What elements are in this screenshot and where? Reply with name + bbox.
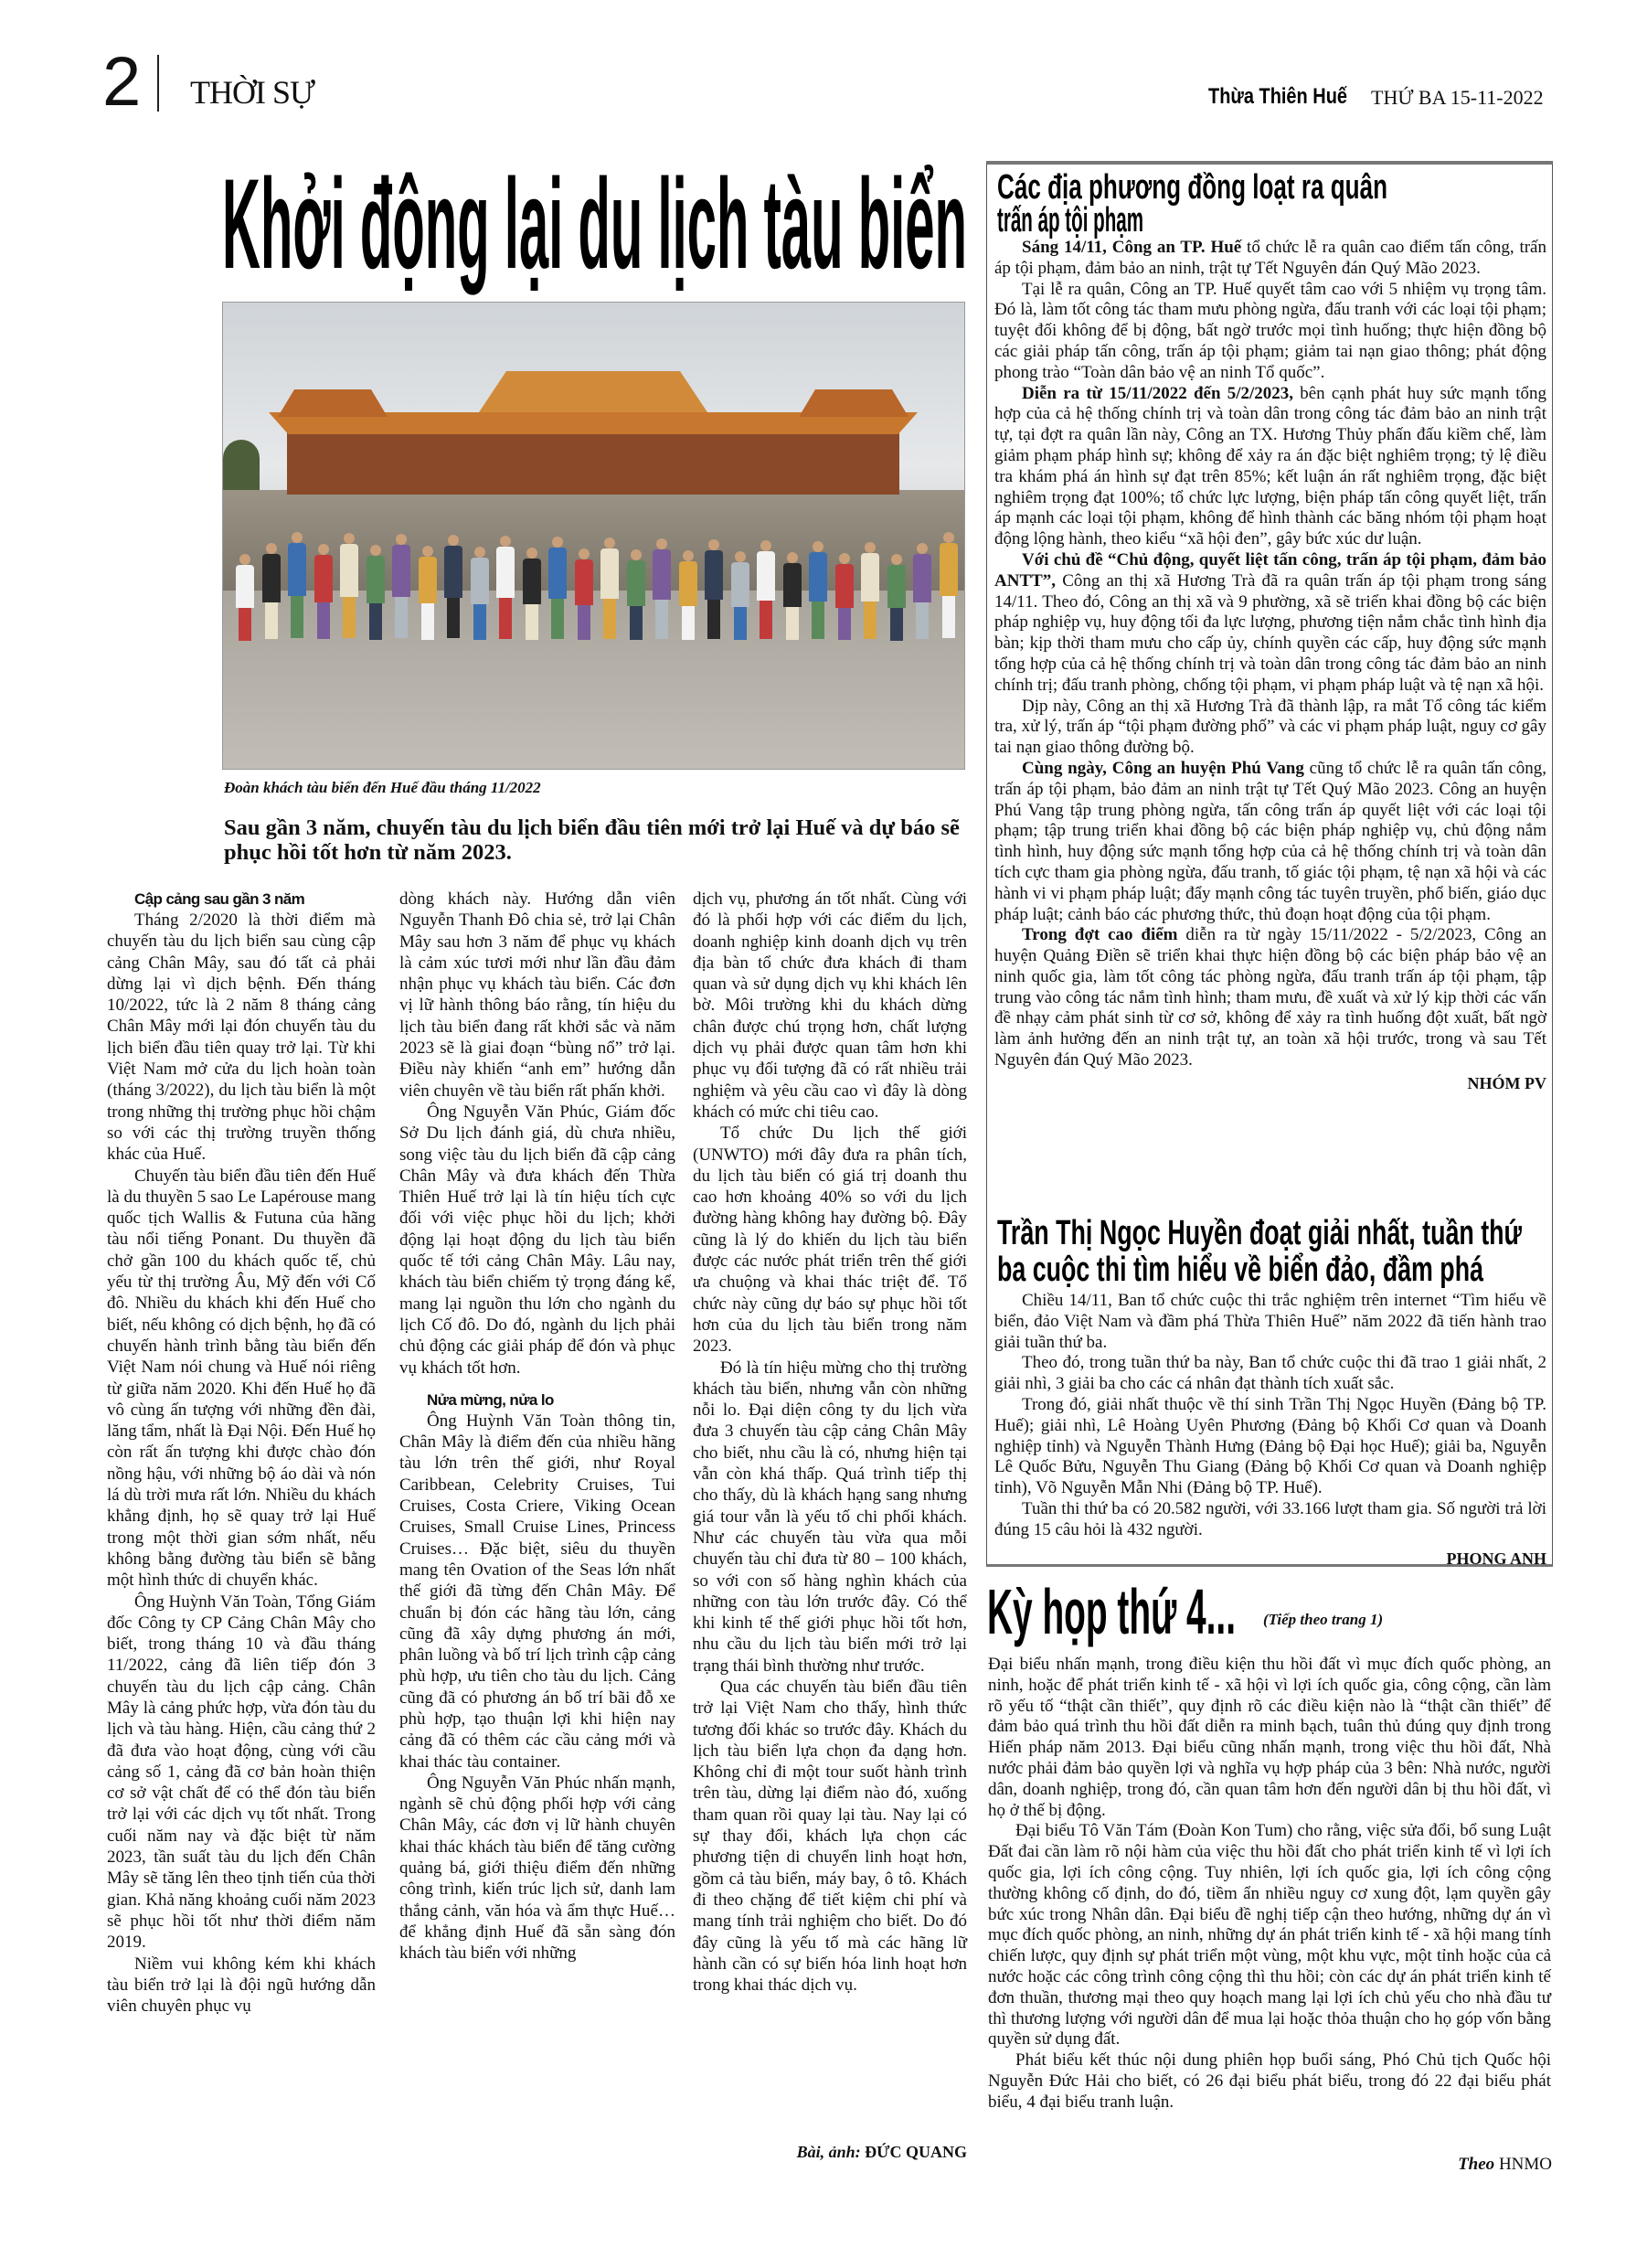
paragraph: Với chủ đề “Chủ động, quyết liệt tấn công, trấn áp tội phạm, đảm bảo ANTT”, Công an thị xã Hương Trà đã ra quân trấn áp tội phạm trong sáng 14/11. Theo đó, Công an thị xã và 9 phường, xã sẽ triển khai đồng bộ các biện pháp nghiệp vụ, huy động tối đa lực lượng, phương tiện nắm chắc tình hình địa bàn; kịp thời tham mưu cho cấp ủy, chính quyền các cấp, huy động sức mạnh tổng hợp của cả hệ thống chính trị và toàn dân trong công tác đảm bảo an ninh chính trị; đấu tranh phòng, chống tội phạm, vi phạm pháp luật và tệ nạn xã hội. [994, 549, 1546, 695]
box-headline-2-line2: ba cuộc thi tìm hiểu về biển đảo, đầm phá [997, 1251, 1483, 1289]
paragraph: Dịp này, Công an thị xã Hương Trà đã thành lập, ra mắt Tổ công tác kiểm tra, xử lý, trấn áp “tội phạm đường phố” và các vi phạm pháp luật, nguy cơ gây tai nạn giao thông đường bộ. [994, 696, 1546, 758]
paragraph: Chiều 14/11, Ban tổ chức cuộc thi trắc nghiệm trên internet “Tìm hiểu về biển, đảo Việt Nam và đầm phá Thừa Thiên Huế” năm 2022 đã tiến hành trao giải tuần thứ ba. [994, 1291, 1546, 1352]
box-signature-2: PHONG ANH [1446, 1549, 1546, 1568]
continued-from-note: (Tiếp theo trang 1) [1263, 1611, 1384, 1628]
tourist-figure [236, 554, 254, 650]
article-byline: Bài, ảnh: ĐỨC QUANG [796, 2143, 967, 2161]
paragraph: Ông Huỳnh Văn Toàn thông tin, Chân Mây là điểm đến của nhiều hãng tàu lớn trên thế giới, như Royal Caribbean, Celebrity Cruises, Tui Cruises, Costa Criere, Viking Ocean Cruises, Small Cruise Lines, Princess Cruises… Đặc biệt, siêu du thuyền mang tên Ovation of the Seas lớn nhất thế giới đã từng đến Chân Mây. Để chuẩn bị đón các hãng tàu lớn, cảng cũng đã xây dựng phương án mới, phân luồng và bố trí lịch trình cập cảng phù hợp, ưu tiên cho tàu du lịch. Cảng cũng đã có phương án bố trí bãi đỗ xe phù hợp, tạo thuận lợi khi hiện nay cảng đã có thêm các cầu cảng mới và khai thác tàu container. [399, 1411, 675, 1772]
tourist-figure [548, 537, 567, 650]
paragraph: Diễn ra từ 15/11/2022 đến 5/2/2023, bên cạnh phát huy sức mạnh tổng hợp của cả hệ thống chính trị và toàn dân trong công tác đảm bảo an ninh trật tự, tại đợt ra quân lần này, Công an TX. Hương Thủy phấn đấu kiềm chế, làm giảm phạm pháp hình sự; không để xảy ra án đặc biệt nghiêm trọng; tỷ lệ điều tra khám phá án hình sự đạt trên 85%; kết luận án rất nghiêm trọng, đặc biệt nghiêm trọng đạt 100%; tổ chức lực lượng, biện pháp tấn công quyết liệt, trấn áp mạnh các loại tội phạm, không để hình thành các băng nhóm tội phạm hoạt động lộng hành, theo kiểu “xã hội đen”, gây bức xúc dư luận. [994, 383, 1546, 549]
continued-headline: Kỳ họp thứ 4... [987, 1576, 1236, 1647]
box-headline-2: Trần Thị Ngọc Huyền đoạt giải nhất, tuần thứ [997, 1214, 1522, 1252]
tourist-figure [757, 540, 775, 650]
paragraph: Trong đợt cao điểm diễn ra từ ngày 15/11/2022 - 5/2/2023, Công an huyện Quảng Điền sẽ triển khai thực hiện đồng bộ các biện pháp bảo vệ an ninh quốc gia, làm tốt công tác phòng ngừa, đấu tranh trấn áp tội phạm, tập trung vào công tác nắm tình hình; tham mưu, đề xuất và xử lý kịp thời các vấn đề nhạy cảm phát sinh từ cơ sở, không để xảy ra tình huống đột xuất, bất ngờ làm ảnh hưởng đến an ninh trật tự, an toàn xã hội trước, trong và sau Tết Nguyên đán Quý Mão 2023. [994, 925, 1547, 1070]
photo-roof-center [479, 371, 707, 412]
paragraph: Theo đó, trong tuần thứ ba này, Ban tổ chức cuộc thi đã trao 1 giải nhất, 2 giải nhì, 3 giải ba cho các cá nhân đạt thành tích xuất sắc. [994, 1353, 1546, 1394]
tourist-figure [627, 549, 645, 650]
tourist-figure [783, 552, 802, 650]
header-divider [157, 55, 159, 112]
paragraph: Niềm vui không kém khi khách tàu biển trở lại là đội ngũ hướng dẫn viên chuyên phục vụ [107, 1954, 376, 2017]
tourist-figure [575, 548, 593, 650]
paragraph: Đó là tín hiệu mừng cho thị trường khách tàu biển, nhưng vẫn còn những nỗi lo. Đại diện công ty du lịch vừa đưa 3 chuyến tàu cập cảng Chân Mây cho biết, nhu cầu là có, nhưng hiện tại vẫn còn khá thấp. Quá trình tiếp thị cho thấy, dù là khách hạng sang nhưng giá tour vẫn là yếu tố chi phối khách. Như các chuyến tàu vừa qua mỗi chuyến tàu chỉ đưa từ 80 – 100 khách, so với con số hàng nghìn khách của những con tàu lớn trước đây. Có thể khi kinh tế thế giới phục hồi tốt hơn, nhu cầu du lịch tàu biển mới trở lại trạng thái bình thường như trước. [693, 1358, 967, 1676]
box-headline-1: Các địa phương đồng loạt ra quân [997, 168, 1387, 207]
page-number: 2 [102, 43, 142, 121]
tourist-figure [340, 533, 358, 650]
tourist-figure [887, 554, 906, 650]
paragraph: Tổ chức Du lịch thế giới (UNWTO) mới đây đưa ra phân tích, du lịch tàu biển có giá trị doanh thu cao hơn khoảng 40% so với du lịch đường hàng không hay đường bộ. Đây cũng là lý do khiến du lịch tàu biển được các nước phát triển trên thế giới ưa chuộng và khai thác triệt để. Tổ chức này cũng dự báo sự phục hồi tốt hơn của du lịch tàu biển trong năm 2023. [693, 1123, 967, 1357]
paper-name: Thừa Thiên Huế [1208, 84, 1347, 109]
paragraph: Đại biểu nhấn mạnh, trong điều kiện thu hồi đất vì mục đích quốc phòng, an ninh, hoặc để phát triển kinh tế - xã hội vì lợi ích quốc gia, công cộng, cần làm rõ yếu tố “thật cần thiết”, quy định rõ các điều kiện nào là “thật cần thiết” để đảm bảo quá trình thu hồi đất diễn ra minh bạch, tuân thủ đúng quy định trong Hiến pháp năm 2013. Đại biểu cũng nhấn mạnh, trong việc thu hồi đất, Nhà nước phải đảm bảo quyền lợi và nghĩa vụ hợp pháp của 3 bên: Nhà nước, người dân, doanh nghiệp, trong đó, cần quan tâm hơn đến người dân bị thu hồi đất, vì họ ở thế bị động. [988, 1655, 1551, 1820]
photo-roof-left [278, 389, 388, 417]
paragraph: Sáng 14/11, Công an TP. Huế tổ chức lễ ra quân cao điểm tấn công, trấn áp tội phạm, đảm bảo an ninh, trật tự Tết Nguyên đán Quý Mão 2023. [994, 238, 1546, 278]
box-signature-1: NHÓM PV [1467, 1073, 1546, 1092]
issue-date: THỨ BA 15-11-2022 [1371, 86, 1544, 109]
tourist-figure [940, 532, 958, 650]
paragraph: Chuyến tàu biển đầu tiên đến Huế là du thuyền 5 sao Le Lapérouse mang quốc tịch Wallis & Futuna của hãng tàu nổi tiếng Ponant. Du thuyền đã chở gần 100 du khách quốc tế, chủ yếu từ thị trường Âu, Mỹ đến với Cố đô. Nhiều du khách khi đến Huế cho biết, nếu không có dịch bệnh, họ đã có chuyến hành trình bằng tàu biển đến Việt Nam nói chung và Huế nói riêng từ giữa năm 2020. Khi đến Huế họ đã vô cùng ấn tượng với những đền đài, lăng tẩm, nhất là Đại Nội. Đến Huế họ còn rất ấn tượng khi được chào đón nồng hậu, với những bộ áo dài và nón lá dù trời mưa rất lớn. Nhiều du khách khẳng định, họ sẽ quay trở lại Huế trong một thời gian sớm nhất, nếu không bằng đường tàu biển sẽ bằng một hình thức di chuyển khác. [107, 1166, 376, 1591]
paragraph: Qua các chuyến tàu biển đầu tiên trở lại Việt Nam cho thấy, hình thức tương đối khác so trước đây. Khách du lịch tàu biển lựa chọn đa dạng hơn. Không chỉ đi một tour suốt hành trình trên tàu, dừng lại điểm nào đó, xuống tham quan rồi quay lại tàu. Nay lại có sự thay đổi, khách lựa chọn các phương tiện di chuyển linh hoạt hơn, gồm cả tàu biển, máy bay, ô tô. Khách đi theo chặng để tiết kiệm chi phí và mang tính trải nghiệm cho biết. Do đó đây cũng là yếu tố mà các hãng lữ hành cần có sự biến hóa linh hoạt hơn trong khai thác dịch vụ. [693, 1677, 967, 1996]
tourist-figure [835, 553, 854, 650]
paragraph: Phát biểu kết thúc nội dung phiên họp buổi sáng, Phó Chủ tịch Quốc hội Nguyễn Đức Hải cho biết, có 26 đại biểu phát biểu, trong đó 22 đại biểu phát biểu, 4 đại biểu tranh luận. [988, 2050, 1551, 2112]
source-credit: Theo HNMO [1458, 2155, 1552, 2174]
paragraph: Đại biểu Tô Văn Tám (Đoàn Kon Tum) cho rằng, việc sửa đổi, bổ sung Luật Đất đai cần làm rõ nội hàm của việc thu hồi đất cho phát triển kinh tế vì lợi ích quốc gia, lợi ích công cộng. Tuy nhiên, lợi ích quốc gia, lợi ích công cộng thường không cố định, do đó, tiềm ẩn nhiều nguy cơ xung đột, lạm quyền gây bức xúc trong Nhân dân. Đại biểu đề nghị tiếp cận theo hướng, những dự án vì mục đích quốc phòng, an ninh, những dự án phát triển kinh tế - xã hội mang tính chiến lược, quy định sự phát triển một vùng, một khu vực, một tỉnh hoặc của cả nước hoặc các công trình công cộng thì thu hồi; còn các dự án phát triển kinh tế đơn thuần, thương mại theo quy hoạch mang lại lợi ích chủ yếu cho nhà đầu tư thì thương lượng với người dân để mua lại hoặc thỏa thuận cho họ góp vốn bằng quyền sử dụng đất. [988, 1821, 1551, 2050]
section-title: THỜI SỰ [190, 74, 314, 111]
tourist-figure [679, 550, 697, 650]
photo-pavilion-base [287, 431, 899, 495]
tourist-figure [809, 541, 827, 650]
tourist-figure [600, 538, 619, 650]
tourist-figure [262, 543, 281, 650]
paragraph: Ông Nguyễn Văn Phúc nhấn mạnh, ngành sẽ chủ động phối hợp với cảng Chân Mây, các đơn vị lữ hành chuyên khai thác khách tàu biển để tăng cường quảng bá, giới thiệu điểm đến những công trình, kiến trúc lịch sử, danh lam thắng cảnh, văn hóa và ẩm thực Huế… để khẳng định Huế đã sẵn sàng đón khách tàu biển với những [399, 1773, 675, 1964]
photo-caption: Đoàn khách tàu biển đến Huế đầu tháng 11/2022 [224, 779, 541, 796]
tourist-figure [444, 535, 462, 650]
tourist-group [223, 513, 965, 650]
paragraph: Tuần thi thứ ba có 20.582 người, với 33.166 lượt tham gia. Số người trả lời đúng 15 câu hỏi là 432 người. [994, 1498, 1546, 1539]
article-photo [222, 302, 965, 770]
tourist-figure [705, 539, 723, 650]
box-headline-1-line2: trấn áp tội phạm [997, 201, 1143, 240]
photo-roof-right [799, 389, 909, 417]
paragraph: Tháng 2/2020 là thời điểm mà chuyến tàu du lịch biển sau cùng cập cảng Chân Mây, sau đó tất cả phải dừng lại vì dịch bệnh. Đến tháng 10/2022, tức là 2 năm 8 tháng cảng Chân Mây mới lại đón chuyến tàu du lịch biển đầu tiên quay trở lại. Từ khi Việt Nam mở cửa du lịch hoàn toàn (tháng 3/2022), du lịch tàu biển là một trong những thị trường phục hồi chậm so với các thị trường truyền thống khác của Huế. [107, 910, 376, 1165]
tourist-figure [731, 551, 749, 650]
subheading: Cập cảng sau gần 3 năm [134, 890, 305, 908]
paragraph: Ông Huỳnh Văn Toàn, Tổng Giám đốc Công ty CP Cảng Chân Mây cho biết, trong tháng 10 và đầu tháng 11/2022, cảng đã liên tiếp đón 3 chuyến tàu du lịch cập cảng. Chân Mây là cảng phức hợp, vừa đón tàu du lịch và tàu hàng. Hiện, cầu cảng thứ 2 đã đưa vào hoạt động, cùng với cầu cảng số 1, cảng đã cơ bản hoàn thiện cơ sở vật chất để có thể đón tàu biển trở lại với các dịch vụ tốt nhất. Trong cuối năm nay và đặc biệt từ năm 2023, tần suất tàu du lịch đến Chân Mây sẽ tăng lên theo tịnh tiến của thời gian. Khả năng khoảng cuối năm 2023 sẽ phục hồi tốt như thời điểm năm 2019. [107, 1592, 376, 1953]
subheading: Nửa mừng, nửa lo [427, 1390, 554, 1409]
main-headline: Khởi động lại du lịch tàu biển [222, 152, 967, 295]
tourist-figure [419, 546, 437, 650]
tourist-figure [496, 536, 515, 650]
article-column-3 [693, 889, 967, 1996]
paragraph: Cùng ngày, Công an huyện Phú Vang cũng tổ chức lễ ra quân tấn công, trấn áp tội phạm, bảo đảm an ninh trật tự Tết Quý Mão 2023. Công an huyện Phú Vang tập trung phòng ngừa, tấn công trấn áp quyết liệt với các loại tội phạm; tập trung triển khai đồng bộ các biện pháp nghiệp vụ, chủ động nắm tình hình, huy động sức mạnh tổng hợp của cả hệ thống chính trị và toàn dân tích cực tham gia phòng ngừa, đấu tranh, tố giác tội phạm, tệ nạn xã hội và các hành vi vi phạm pháp luật; đẩy mạnh công tác tuyên truyền, phổ biến, giáo dục pháp luật; cảnh báo các phương thức, thủ đoạn hoạt động của tội phạm. [994, 758, 1546, 924]
paragraph: dòng khách này. Hướng dẫn viên Nguyễn Thanh Đô chia sẻ, trở lại Chân Mây sau hơn 3 năm để phục vụ khách là cảm xúc tươi mới như lần đầu đảm nhận phục vụ khách tàu biển. Các đơn vị lữ hành thông báo rằng, tín hiệu du lịch tàu biển đang rất khởi sắc và năm 2023 sẽ là giai đoạn “bùng nổ” trở lại. Điều này khiến “anh em” hướng dẫn viên chuyên về tàu biển rất phấn khởi. [399, 889, 675, 1101]
paragraph: Tại lễ ra quân, Công an TP. Huế quyết tâm cao với 5 nhiệm vụ trọng tâm. Đó là, làm tốt công tác tham mưu phòng ngừa, đấu tranh với các loại tội phạm; tuyệt đối không để bị động, bất ngờ trước mọi tình huống; thực hiện đồng bộ các giải pháp tấn công, trấn áp tội phạm; giảm tai nạn giao thông; phát động phong trào “Toàn dân bảo vệ an ninh Tổ quốc”. [994, 279, 1546, 382]
tourist-figure [288, 532, 306, 650]
tourist-figure [653, 538, 671, 650]
tourist-figure [367, 545, 385, 650]
continued-article-body [988, 1655, 1551, 2114]
tourist-figure [392, 534, 410, 650]
paragraph: dịch vụ, phương án tốt nhất. Cùng với đó là phối hợp với các điểm du lịch, doanh nghiệp kinh doanh dịch vụ trên địa bàn tổ chức đưa khách đi tham quan và sử dụng dịch vụ khi khách lên bờ. Môi trường khi du khách dừng chân được chú trọng hơn, chất lượng dịch vụ phải được quan tâm hơn khi phục vụ đối tượng đã có rất nhiều trải nghiệm và yêu cầu cao vì đây là dòng khách có mức chi tiêu cao. [693, 889, 967, 1122]
paragraph: Ông Nguyễn Văn Phúc, Giám đốc Sở Du lịch đánh giá, dù chưa nhiều, song việc tàu du lịch biển đã cập cảng Chân Mây và đưa khách đến Thừa Thiên Huế trở lại là tín hiệu tích cực đối với việc phục hồi du lịch; khởi động lại hoạt động du lịch tàu biển quốc tế tới cảng Chân Mây. Lâu nay, khách tàu biển chiếm tỷ trọng đáng kể, mang lại nguồn thu lớn cho ngành du lịch Cố đô. Do đó, ngành du lịch phải chủ động các giải pháp để đón và phục vụ khách tốt hơn. [399, 1102, 675, 1378]
article-column-1 [107, 889, 376, 2017]
tourist-figure [523, 548, 541, 650]
tourist-figure [471, 547, 489, 650]
article-lead: Sau gần 3 năm, chuyến tàu du lịch biển đầu tiên mới trở lại Huế và dự báo sẽ phục hồi tốt hơn từ năm 2023. [224, 815, 960, 865]
paragraph: Trong đó, giải nhất thuộc về thí sinh Trần Thị Ngọc Huyền (Đảng bộ TP. Huế); giải nhì, Lê Hoàng Uyên Phương (Đảng bộ Khối Cơ quan và Doanh nghiệp tỉnh) và Nguyễn Thành Hưng (Đảng bộ Đại học Huế); giải ba, Nguyễn Lê Quốc Bửu, Nguyễn Thu Giang (Đảng bộ Khối Cơ quan và Doanh nghiệp tỉnh), Võ Nguyễn Mẫn Nhi (Đảng bộ TP. Huế). [994, 1394, 1546, 1498]
tourist-figure [314, 544, 333, 650]
tourist-figure [861, 542, 879, 650]
box-article-2-body [994, 1291, 1546, 1569]
article-column-2 [399, 889, 675, 1965]
box-article-1-body [994, 238, 1546, 1094]
tourist-figure [913, 543, 931, 650]
